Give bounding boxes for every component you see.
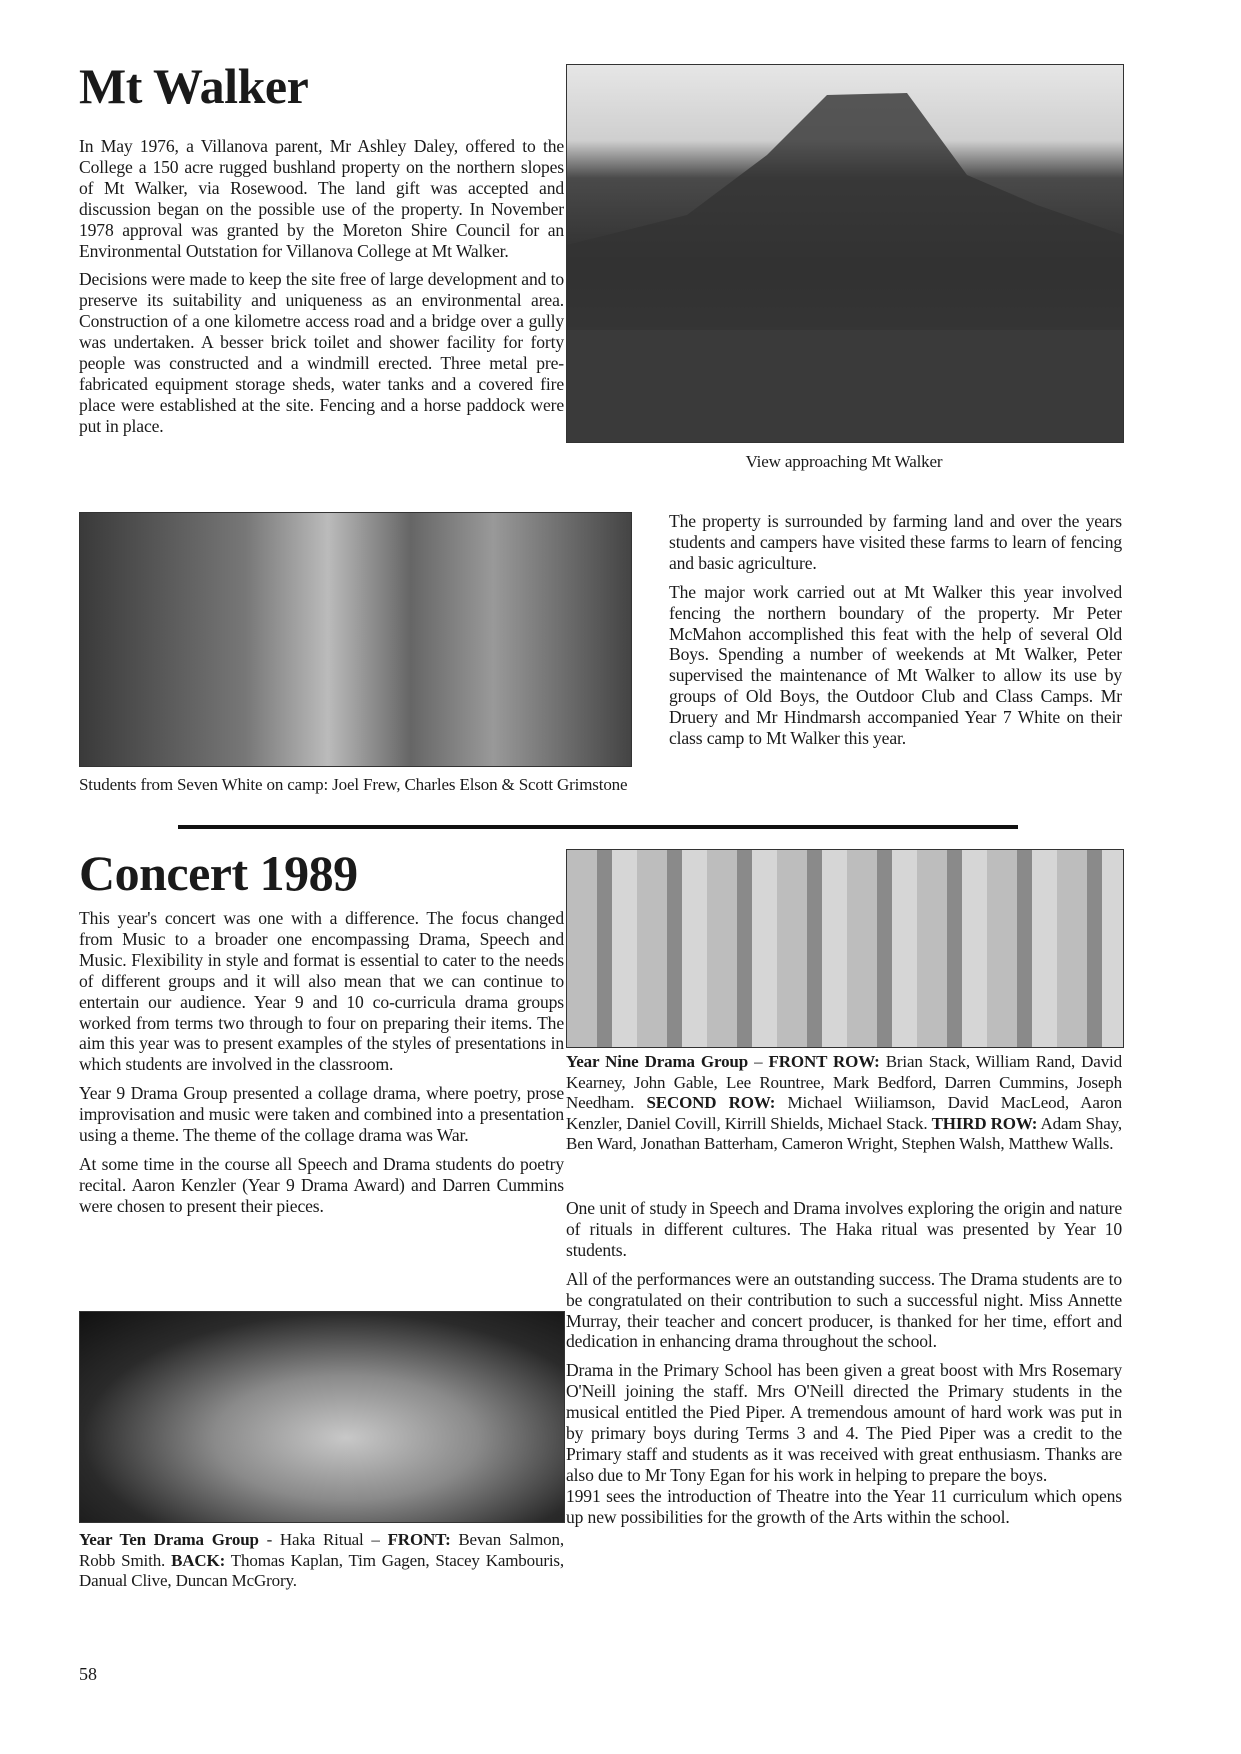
caption-label: FRONT:	[387, 1530, 451, 1549]
paragraph: This year's concert was one with a difference. The focus changed from Music to a broader one encompassing Drama, Speech and Music. Flexibility in style and format is essential to cater to the needs of different groups and it will also mean that we can continue to entertain our audience. Year 9 and 10 co-curricula drama groups worked from terms two through to four on preparing their items. The aim this year was to present examples of the styles of presentations in which students are involved in the classroom.	[79, 908, 564, 1075]
caption-label: FRONT ROW:	[768, 1052, 880, 1071]
paragraph: One unit of study in Speech and Drama involves exploring the origin and nature of rituals in different cultures. The Haka ritual was presented by Year 10 students.	[566, 1198, 1122, 1260]
paragraph: At some time in the course all Speech and Drama students do poetry recital. Aaron Kenzler (Year 9 Drama Award) and Darren Cummins were chosen to present their pieces.	[79, 1153, 564, 1216]
paragraph: The major work carried out at Mt Walker this year involved fencing the northern boundary of the property. Mr Peter McMahon accomplished this feat with the help of several Old Boys. Spending a number of weekends at Mt Walker, Peter supervised the maintenance of Mt Walker to allow its use by groups of Old Boys, the Outdoor Club and Class Camps. Mr Druery and Mr Hindmarsh accompanied Year 7 White on their class camp to Mt Walker this year.	[669, 581, 1122, 749]
caption-label: THIRD ROW:	[931, 1113, 1038, 1133]
caption-label: SECOND ROW:	[646, 1093, 776, 1112]
caption-names: Adam Shay, Ben Ward, Jonathan Batterham, Cameron Wright, Stephen Walsh, Matthew Walls.	[566, 1113, 1122, 1153]
mountain-photo	[566, 64, 1124, 443]
paragraph: 1991 sees the introduction of Theatre into the Year 11 curriculum which opens up new possibilities for the growth of the Arts within the school.	[566, 1485, 1122, 1527]
section-title-mt-walker: Mt Walker	[79, 58, 309, 114]
caption-names: Michael Wiiliamson, David MacLeod, Aaron Kenzler, Daniel Covill, Kirrill Shields, Michael Stack.	[566, 1093, 1122, 1133]
year-ten-caption	[79, 1530, 564, 1592]
concert-left-text	[79, 908, 564, 1225]
horse-photo-caption: Students from Seven White on camp: Joel Frew, Charles Elson & Scott Grimstone	[79, 775, 628, 794]
paragraph: The property is surrounded by farming land and over the years students and campers have visited these farms to learn of fencing and basic agriculture.	[669, 511, 1122, 573]
caption-subtitle: - Haka Ritual –	[258, 1530, 388, 1549]
paragraph: Drama in the Primary School has been given a great boost with Mrs Rosemary O'Neill joining the staff. Mrs O'Neill directed the Primary students in the musical entitled the Pied Piper. A tremendous amount of hard work was put in by primary boys during Terms 3 and 4. The Pied Piper was a credit to the Primary staff and students as it was received with great enthusiasm. Thanks are also due to Mr Tony Egan for his work in helping to prepare the boys.	[566, 1360, 1122, 1485]
mt-walker-right-text	[669, 511, 1122, 757]
year-nine-caption	[566, 1052, 1122, 1155]
caption-names: Bevan Salmon, Robb Smith.	[79, 1530, 564, 1570]
paragraph: Year 9 Drama Group presented a collage drama, where poetry, prose improvisation and music were taken and combined into a presentation using a theme. The theme of the collage drama was War.	[79, 1083, 564, 1146]
year-ten-haka-photo	[79, 1311, 565, 1523]
mountain-silhouette	[567, 65, 1123, 442]
caption-names: Thomas Kaplan, Tim Gagen, Stacey Kambouris, Danual Clive, Duncan McGrory.	[79, 1550, 564, 1590]
mountain-photo-caption: View approaching Mt Walker	[745, 452, 943, 471]
concert-right-text	[566, 1198, 1122, 1536]
paragraph: Decisions were made to keep the site free of large development and to preserve its suitability and uniqueness as an environmental area. Construction of a one kilometre access road and a bridge over a gully was undertaken. A besser brick toilet and shower facility for forty people was constructed and a windmill erected. Three metal pre-fabricated equipment storage sheds, water tanks and a covered fire place were established at the site. Fencing and a horse paddock were put in place.	[79, 269, 564, 436]
mt-walker-left-text	[79, 136, 564, 445]
horse-photo	[79, 512, 632, 767]
caption-title: Year Ten Drama Group	[79, 1530, 259, 1549]
section-title-concert: Concert 1989	[79, 845, 358, 901]
page-number: 58	[79, 1664, 97, 1684]
caption-dash: –	[748, 1052, 769, 1071]
section-divider	[178, 825, 1018, 829]
year-nine-group-photo	[566, 849, 1124, 1048]
paragraph: In May 1976, a Villanova parent, Mr Ashley Daley, offered to the College a 150 acre rugged bushland property on the northern slopes of Mt Walker, via Rosewood. The land gift was accepted and discussion began on the possible use of the property. In November 1978 approval was granted by the Moreton Shire Council for an Environmental Outstation for Villanova College at Mt Walker.	[79, 136, 564, 261]
caption-names: Brian Stack, William Rand, David Kearney, John Gable, Lee Rountree, Mark Bedford, Darren Cummins, Joseph Needham.	[566, 1052, 1122, 1112]
caption-label: BACK:	[171, 1550, 226, 1570]
caption-title: Year Nine Drama Group	[566, 1052, 749, 1071]
paragraph: All of the performances were an outstanding success. The Drama students are to be congratulated on their contribution to such a successful night. Miss Annette Murray, their teacher and concert producer, is thanked for her time, effort and dedication in enhancing drama throughout the school.	[566, 1268, 1122, 1352]
